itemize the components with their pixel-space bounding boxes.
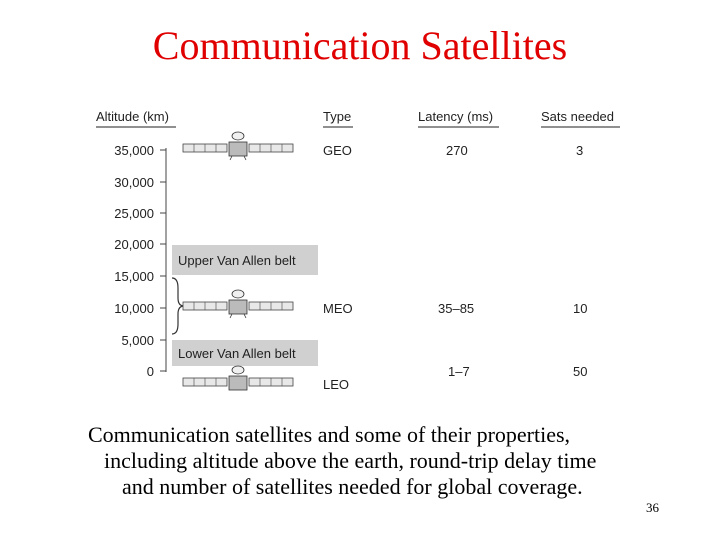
geo-satellite-icon [183, 132, 293, 160]
row-type: MEO [323, 301, 353, 316]
altitude-tick-label: 10,000 [114, 301, 154, 316]
row-sats-needed: 10 [573, 301, 588, 316]
row-sats-needed: 3 [576, 143, 584, 158]
lower-belt-label: Lower Van Allen belt [178, 346, 296, 361]
header-sats-needed: Sats needed [541, 109, 615, 124]
row-latency: 35–85 [438, 301, 475, 316]
altitude-tick-label: 5,000 [121, 333, 154, 348]
row-type: LEO [323, 377, 350, 392]
row-sats-needed: 50 [573, 364, 588, 379]
caption-line: and number of satellites needed for global coverage. [122, 474, 583, 499]
meo-satellite-icon [183, 290, 293, 318]
meo-range-brace [172, 278, 184, 334]
slide-title: Communication Satellites [152, 23, 568, 68]
row-type: GEO [323, 143, 352, 158]
caption-line: including altitude above the earth, round-trip delay time [104, 448, 597, 473]
altitude-tick-label: 20,000 [114, 237, 154, 252]
row-latency: 270 [446, 143, 468, 158]
header-type: Type [323, 109, 352, 124]
row-latency: 1–7 [448, 364, 470, 379]
altitude-tick-label: 25,000 [114, 206, 154, 221]
altitude-tick-label: 35,000 [114, 143, 154, 158]
page-number: 36 [646, 500, 659, 515]
figure-caption [60, 422, 660, 500]
altitude-tick-marks [160, 150, 166, 371]
altitude-tick-label: 30,000 [114, 175, 154, 190]
leo-satellite-icon [183, 366, 293, 390]
header-latency: Latency (ms) [418, 109, 494, 124]
altitude-tick-label: 15,000 [114, 269, 154, 284]
altitude-tick-label: 0 [146, 364, 154, 379]
caption-line: Communication satellites and some of their properties, [88, 422, 571, 447]
upper-belt-label: Upper Van Allen belt [178, 253, 296, 268]
header-altitude: Altitude (km) [96, 109, 169, 124]
